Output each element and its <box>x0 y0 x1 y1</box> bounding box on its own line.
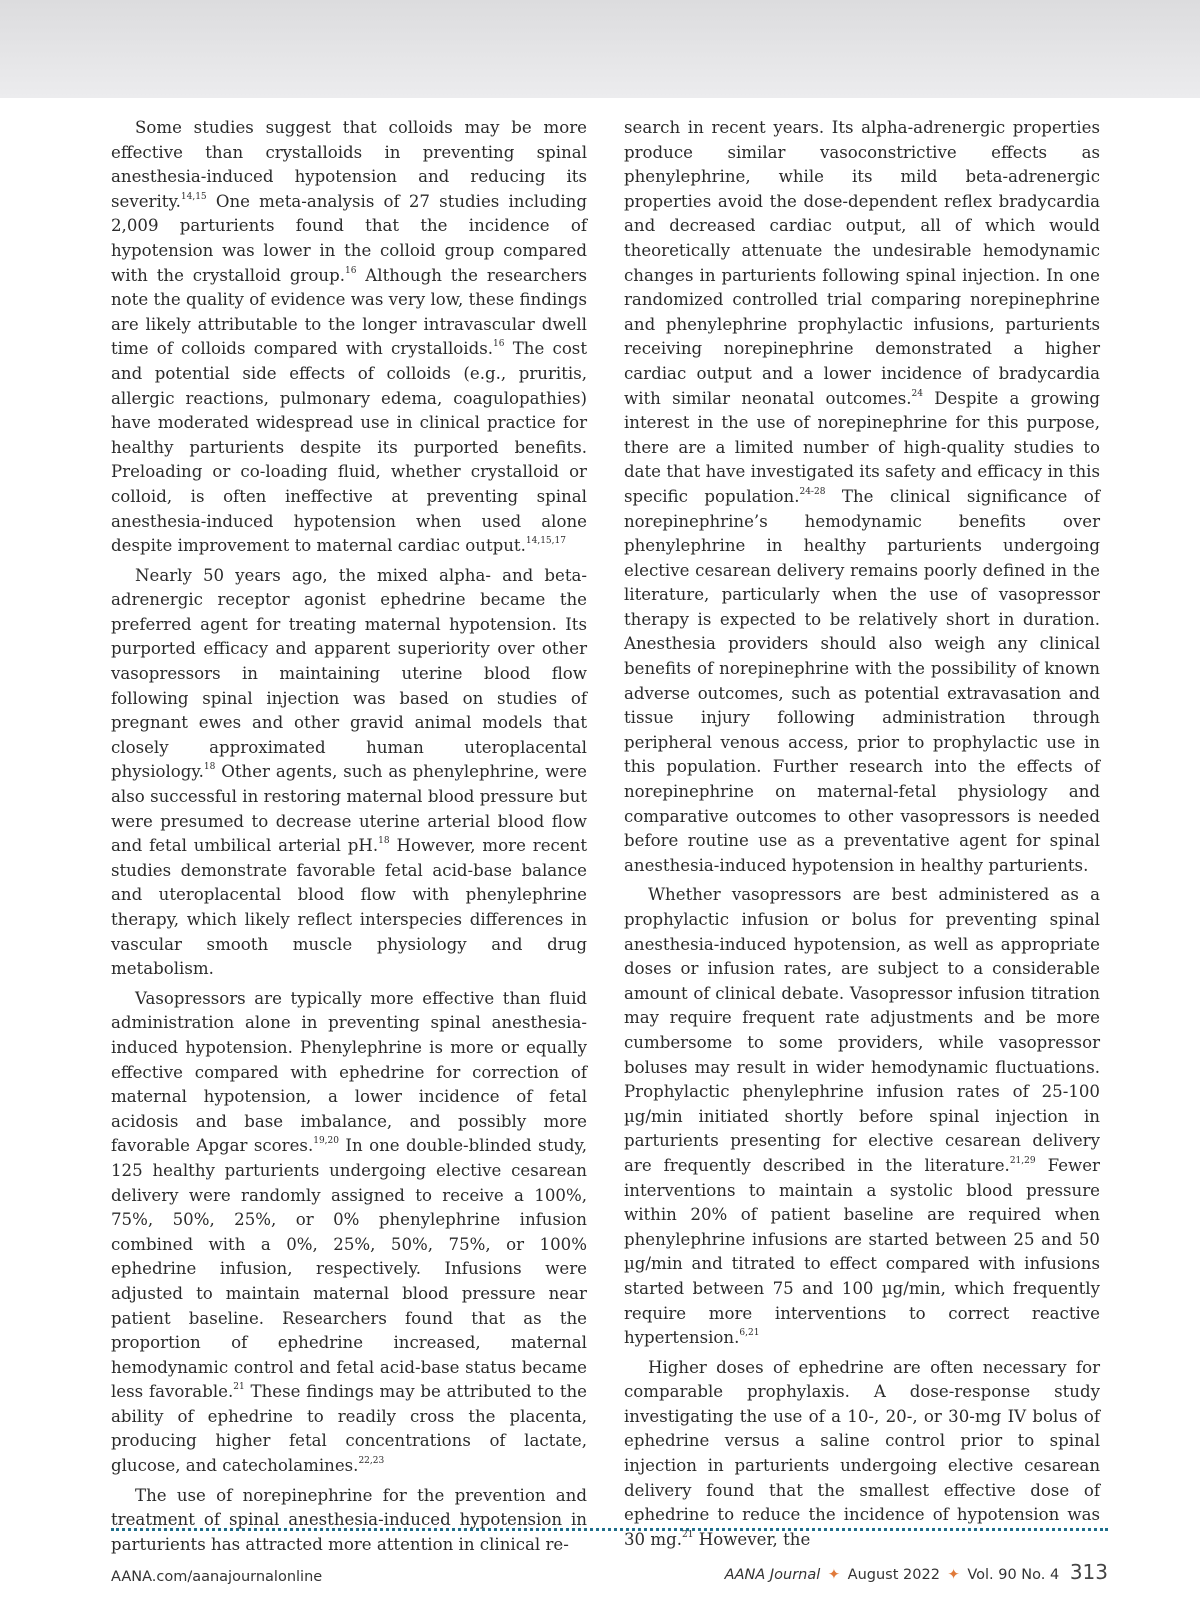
paragraph-norepinephrine-start <box>111 1484 587 1558</box>
paragraph-colloids <box>111 116 587 559</box>
top-gray-band <box>0 0 1200 98</box>
text: Despite a growing interest in the use of norepinephrine for this purpose, there are a limited number of high-quality studies to date that have investigated its safety and efficacy in this specific population. <box>624 388 1101 506</box>
citation: 14,15,17 <box>525 536 566 547</box>
text: The use of norepinephrine for the prevention and treatment of spinal anesthesia-induced hypotension in parturients has attracted more attention in clinical re- <box>111 1485 587 1554</box>
right-column <box>624 116 1100 1557</box>
text: Higher doses of ephedrine are often necessary for comparable prophylaxis. A dose-response study investigating the use of a 10-, 20-, or 30-mg IV bolus of ephedrine versus a saline control prior to spinal injection in parturients undergoing elective cesarean delivery found that the smallest effective dose of ephedrine to reduce the incidence of hypotension was 30 mg. <box>624 1357 1100 1549</box>
text: The clinical significance of norepinephrine’s hemodynamic benefits over phenylephrine in healthy parturients undergoing elective cesarean delivery remains poorly defined in the literature, particularly when the use of vasopressor therapy is expected to be relatively short in duration. Anesthesia providers should also weigh any clinical benefits of norepinephrine with the possibility of known adverse outcomes, such as potential extravasation and tissue injury following administration through peripheral venous access, prior to prophylactic use in this population. Further research into the effects of norepinephrine on maternal-fetal physiology and comparative outcomes to other vasopressors is needed before routine use as a preventative agent for spinal anesthesia-induced hypotension in healthy parturients. <box>624 486 1100 875</box>
page-number: 313 <box>1069 1560 1108 1584</box>
citation: 24 <box>911 388 923 399</box>
paragraph-ephedrine-history <box>111 564 587 982</box>
left-column <box>111 116 587 1562</box>
separator-icon: ✦ <box>827 1567 841 1583</box>
text: Some studies suggest that colloids may be more effective than crystalloids in preventing spinal anesthesia-induced hypotension and reducing its severity. <box>111 118 587 211</box>
text: Fewer interventions to maintain a systolic blood pressure within 20% of patient baseline are required when phenylephrine infusions are started between 25 and 50 µg/min and titrated to effect compared with infusions started between 75 and 100 µg/min, which frequently require more interventions to correct reactive hypertension. <box>624 1155 1100 1348</box>
text: Although the researchers note the quality of evidence was very low, these findings are likely attributable to the longer intravascular dwell time of colloids compared with crystalloids. <box>111 265 587 359</box>
citation: 24-28 <box>799 486 826 497</box>
citation: 21 <box>682 1529 694 1540</box>
citation: 19,20 <box>313 1136 339 1147</box>
paragraph-infusion-vs-bolus <box>624 883 1100 1350</box>
separator-icon: ✦ <box>947 1567 960 1583</box>
citation: 22,23 <box>358 1456 385 1467</box>
journal-name: AANA Journal <box>724 1567 821 1583</box>
paragraph-vasopressors <box>111 987 587 1479</box>
text: The cost and potential side effects of colloids (e.g., pruritis, allergic reactions, pulmonary edema, coagulopathies) have moderated widespread use in clinical practice for healthy parturients despite its purported benefits. Preloading or co-loading fluid, whether crystalloid or colloid, is often ineffective at preventing spinal anesthesia-induced hypotension when used alone despite improvement to maternal cardiac output. <box>111 339 587 556</box>
footer-citation <box>725 1560 1108 1584</box>
text: Other agents, such as phenylephrine, were also successful in restoring maternal blood pressure but were presumed to decrease uterine arterial blood flow and fetal umbilical arterial pH. <box>111 762 587 856</box>
text: Nearly 50 years ago, the mixed alpha- and beta-adrenergic receptor agonist ephedrine became the preferred agent for treating maternal hypotension. Its purported efficacy and apparent superiority over other vasopressors in maintaining uterine blood flow following spinal injection was based on studies of pregnant ewes and other gravid animal models that closely approximated human uteroplacental physiology. <box>111 565 587 782</box>
footer-website: AANA.com/aanajournalonline <box>111 1569 323 1585</box>
text: One meta-analysis of 27 studies including 2,009 parturients found that the incidence of hypotension was lower in the colloid group compared with the crystalloid group. <box>111 191 587 285</box>
paragraph-ephedrine-doses <box>624 1356 1100 1553</box>
text: In one double-blinded study, 125 healthy parturients undergoing elective cesarean delivery were randomly assigned to receive a 100%, 75%, 50%, 25%, or 0% phenylephrine infusion combined with a 0%, 25%, 50%, 75%, or 100% ephedrine infusion, respectively. Infusions were adjusted to maintain maternal blood pressure near patient baseline. Researchers found that as the proportion of ephedrine increased, maternal hemodynamic control and fetal acid-base status became less favorable. <box>111 1136 587 1402</box>
issue-date: August 2022 <box>847 1567 940 1583</box>
text: However, more recent studies demonstrate favorable fetal acid-base balance and uteroplacental blood flow with phenylephrine therapy, which likely reflect interspecies differences in vascular smooth muscle physiology and drug metabolism. <box>111 836 587 979</box>
paragraph-norepinephrine-cont <box>624 116 1100 878</box>
text: Whether vasopressors are best administered as a prophylactic infusion or bolus for preventing spinal anesthesia-induced hypotension, as well as appropriate doses or infusion rates, are subject to a considerable amount of clinical debate. Vasopressor infusion titration may require frequent rate adjustments and be more cumbersome to some providers, while vasopressor boluses may result in wider hemodynamic fluctuations. Prophylactic phenylephrine infusion rates of 25-100 µg/min initiated shortly before spinal injection in parturients presenting for elective cesarean delivery are frequently described in the literature. <box>624 885 1100 1175</box>
citation: 16 <box>344 265 357 276</box>
text: search in recent years. Its alpha-adrenergic properties produce similar vasoconstrictive effects as phenylephrine, while its mild beta-adrenergic properties avoid the dose-dependent reflex bradycardia and decreased cardiac output, all of which would theoretically attenuate the undesirable hemodynamic changes in parturients following spinal injection. In one randomized controlled trial comparing norepinephrine and phenylephrine prophylactic infusions, parturients receiving norepinephrine demonstrated a higher cardiac output and a lower incidence of bradycardia with similar neonatal outcomes. <box>624 118 1100 408</box>
footer-dotted-rule <box>111 1528 1108 1531</box>
citation: 14,15 <box>180 191 207 202</box>
volume-issue: Vol. 90 No. 4 <box>967 1567 1060 1583</box>
article-page <box>97 98 1121 1606</box>
citation: 21,29 <box>1009 1155 1036 1166</box>
citation: 16 <box>493 339 505 350</box>
text: Vasopressors are typically more effective than fluid administration alone in preventing spinal anesthesia-induced hypotension. Phenylephrine is more or equally effective compared with ephedrine for correction of maternal hypotension, a lower incidence of fetal acidosis and base imbalance, and possibly more favorable Apgar scores. <box>111 988 587 1156</box>
citation: 18 <box>378 836 390 847</box>
citation: 6,21 <box>739 1328 760 1339</box>
text: However, the <box>693 1529 811 1549</box>
citation: 18 <box>203 762 216 773</box>
text: These findings may be attributed to the ability of ephedrine to readily cross the placenta, producing higher fetal concentrations of lactate, glucose, and catecholamines. <box>111 1382 587 1476</box>
citation: 21 <box>233 1382 245 1393</box>
